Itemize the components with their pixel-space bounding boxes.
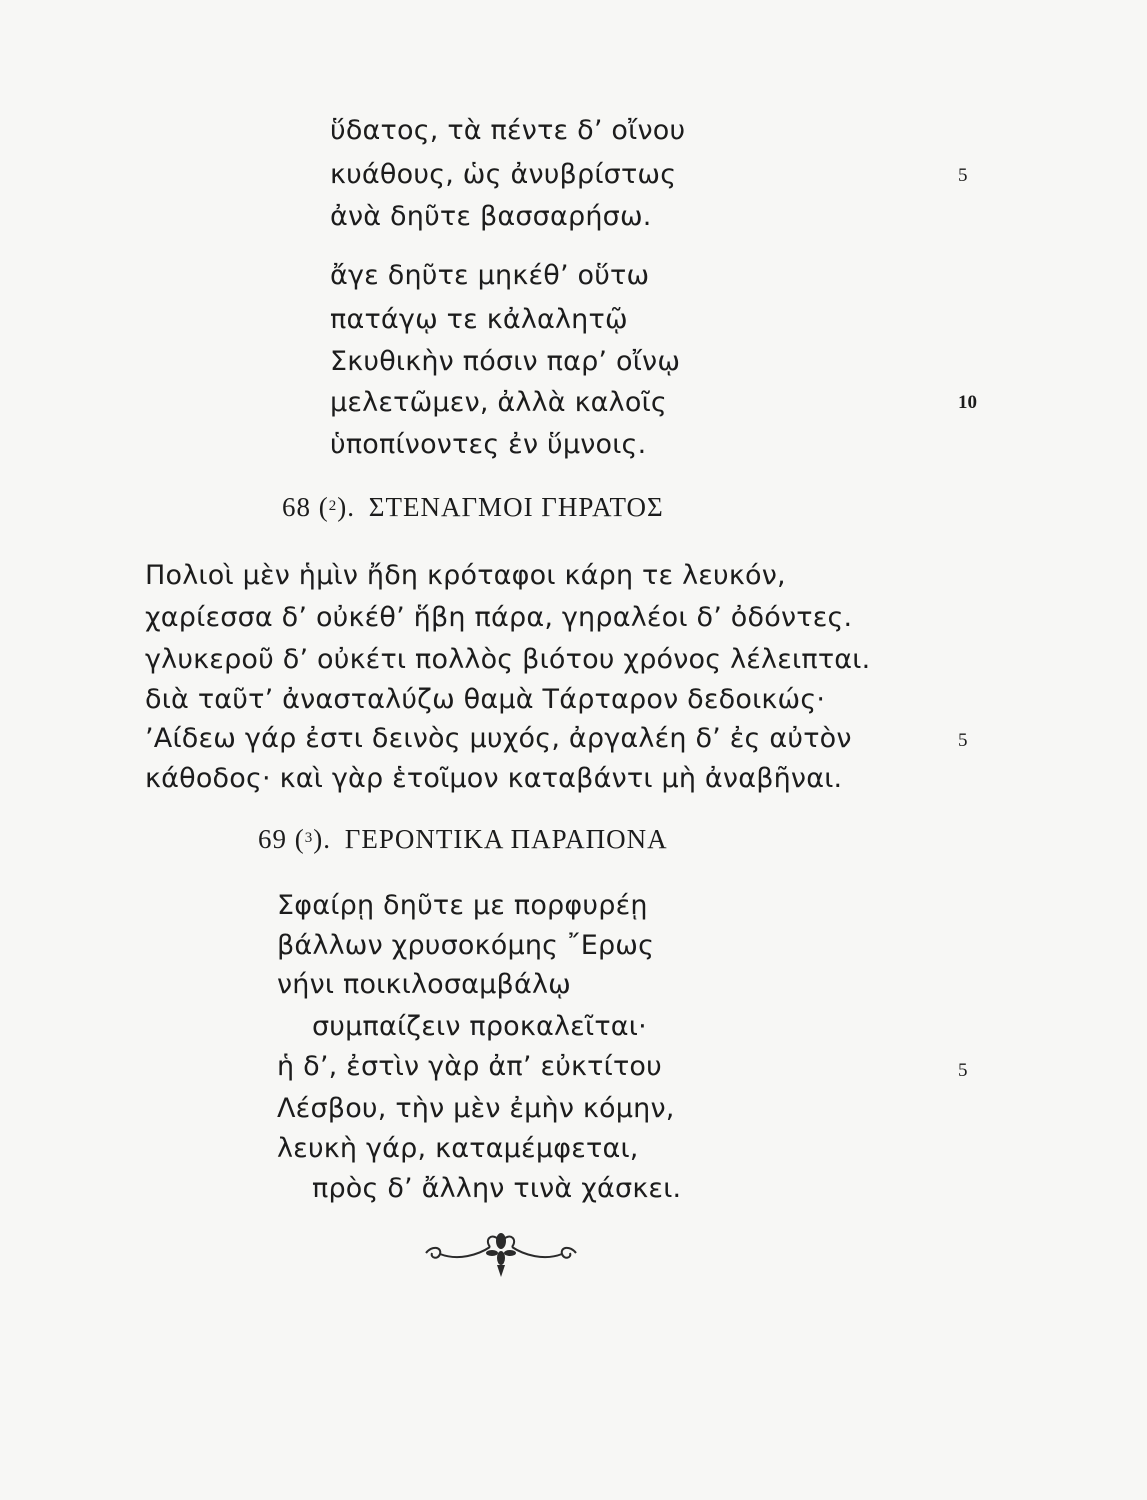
scroll-ornament-icon: [418, 1225, 584, 1279]
poem-heading: [282, 494, 664, 521]
poem-line: ἄγε δηῦτε μηκέθ’ οὕτω: [330, 260, 650, 291]
poem-title: ΓΕΡΟΝΤΙΚΑ ΠΑΡΑΠΟΝΑ: [344, 824, 668, 854]
poem-line: χαρίεσσα δ’ οὐκέθ’ ἥβη πάρα, γηραλέοι δ’ ὀδόντες.: [145, 602, 853, 633]
poem-line: Σφαίρῃ δηῦτε με πορφυρέῃ: [277, 890, 648, 921]
poem-line: πατάγῳ τε κἀλαλητῷ: [330, 304, 628, 335]
line-number: 5: [958, 730, 968, 751]
poem-line: Πολιοὶ μὲν ἡμὶν ἤδη κρόταφοι κάρη τε λευκόν,: [145, 560, 786, 591]
poem-line: γλυκεροῦ δ’ οὐκέτι πολλὸς βιότου χρόνος λέλειπται.: [145, 644, 871, 675]
poem-line: ’Αίδεω γάρ ἐστι δεινὸς μυχός, ἀργαλέη δ’ ἐς αὐτὸν: [145, 723, 852, 754]
line-number: 10: [958, 392, 977, 413]
poem-line: ἡ δ’, ἐστὶν γὰρ ἀπ’ εὐκτίτου: [277, 1051, 662, 1082]
poem-line: διὰ ταῦτ’ ἀνασταλύζω θαμὰ Τάρταρον δεδοικώς·: [145, 684, 826, 715]
poem-line: πρὸς δ’ ἄλλην τινὰ χάσκει.: [312, 1173, 682, 1204]
poem-line: Σκυθικὴν πόσιν παρ’ οἴνῳ: [330, 346, 681, 377]
poem-line: κάθοδος· καὶ γὰρ ἑτοῖμον καταβάντι μὴ ἀναβῆναι.: [145, 763, 843, 794]
footnote-close: ).: [313, 824, 331, 854]
poem-line: ὑποπίνοντες ἐν ὕμνοις.: [330, 429, 647, 460]
footnote-marker: 2: [328, 498, 338, 514]
footnote-marker: 3: [304, 830, 314, 846]
poem-heading: [258, 826, 668, 853]
poem-line: Λέσβου, τὴν μὲν ἐμὴν κόμην,: [277, 1093, 675, 1124]
poem-line: ὕδατος, τὰ πέντε δ’ οἴνου: [330, 115, 686, 146]
footnote-open: (: [318, 492, 329, 522]
poem-line: συμπαίζειν προκαλεῖται·: [312, 1011, 647, 1042]
poem-line: νήνι ποικιλοσαμβάλῳ: [277, 969, 571, 1000]
footnote-open: (: [294, 824, 305, 854]
line-number: 5: [958, 165, 968, 186]
poem-title: ΣΤΕΝΑΓΜΟΙ ΓΗΡΑΤΟΣ: [368, 492, 664, 522]
poem-number: 68: [282, 492, 311, 522]
footnote-close: ).: [337, 492, 355, 522]
poem-line: μελετῶμεν, ἀλλὰ καλοῖς: [330, 387, 667, 418]
poem-line: ἀνὰ δηῦτε βασσαρήσω.: [330, 201, 652, 232]
poem-line: βάλλων χρυσοκόμης ῎Ερως: [277, 930, 655, 961]
poem-line: κυάθους, ὡς ἀνυβρίστως: [330, 159, 677, 190]
poem-number: 69: [258, 824, 287, 854]
line-number: 5: [958, 1060, 968, 1081]
poem-line: λευκὴ γάρ, καταμέμφεται,: [277, 1133, 639, 1164]
